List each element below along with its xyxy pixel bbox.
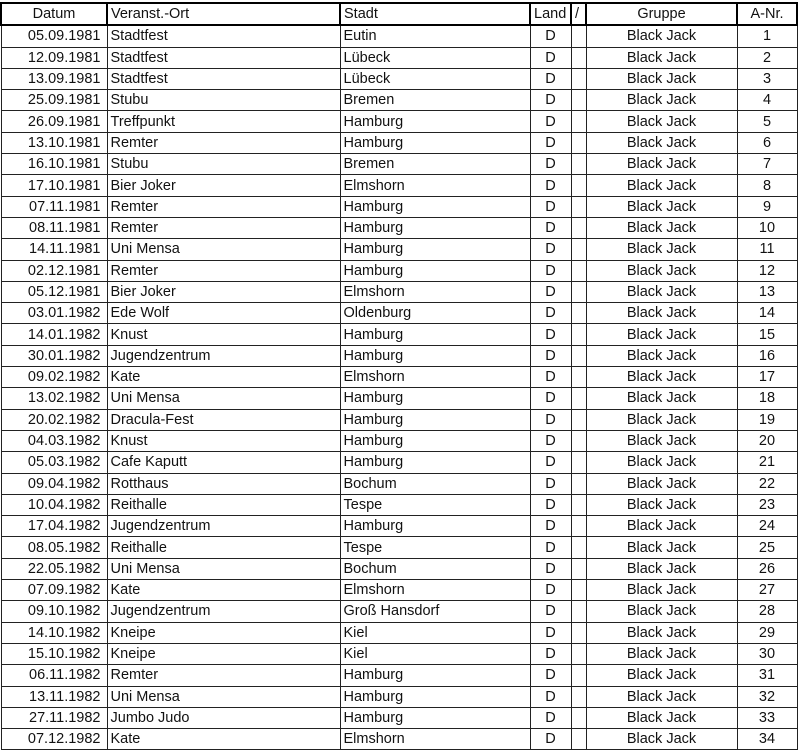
cell-nr: 10 (737, 217, 797, 238)
cell-stadt: Hamburg (340, 132, 530, 153)
cell-stadt: Hamburg (340, 686, 530, 707)
cell-nr: 31 (737, 665, 797, 686)
cell-land: D (530, 47, 571, 68)
cell-stadt: Eutin (340, 25, 530, 47)
cell-nr: 17 (737, 367, 797, 388)
cell-stadt: Hamburg (340, 239, 530, 260)
table-row (1, 132, 797, 153)
table-row (1, 324, 797, 345)
cell-datum: 13.09.1981 (1, 68, 107, 89)
cell-stadt: Hamburg (340, 345, 530, 366)
table-row (1, 665, 797, 686)
cell-ort: Remter (107, 217, 340, 238)
cell-stadt: Bremen (340, 90, 530, 111)
cell-empty (571, 729, 586, 750)
cell-empty (571, 239, 586, 260)
cell-datum: 09.10.1982 (1, 601, 107, 622)
table-row (1, 154, 797, 175)
cell-land: D (530, 643, 571, 664)
cell-gruppe: Black Jack (586, 729, 737, 750)
cell-nr: 28 (737, 601, 797, 622)
cell-gruppe: Black Jack (586, 25, 737, 47)
cell-datum: 25.09.1981 (1, 90, 107, 111)
cell-ort: Stubu (107, 90, 340, 111)
cell-ort: Kate (107, 580, 340, 601)
cell-ort: Uni Mensa (107, 388, 340, 409)
cell-empty (571, 430, 586, 451)
cell-datum: 03.01.1982 (1, 303, 107, 324)
cell-land: D (530, 516, 571, 537)
cell-datum: 09.02.1982 (1, 367, 107, 388)
cell-land: D (530, 601, 571, 622)
cell-gruppe: Black Jack (586, 217, 737, 238)
cell-nr: 22 (737, 473, 797, 494)
cell-datum: 07.11.1981 (1, 196, 107, 217)
cell-land: D (530, 580, 571, 601)
cell-datum: 08.11.1981 (1, 217, 107, 238)
cell-land: D (530, 217, 571, 238)
cell-datum: 02.12.1981 (1, 260, 107, 281)
cell-land: D (530, 452, 571, 473)
table-row (1, 473, 797, 494)
header-gruppe: Gruppe (586, 3, 737, 25)
cell-land: D (530, 111, 571, 132)
cell-empty (571, 409, 586, 430)
table-row (1, 409, 797, 430)
header-nr: A-Nr. (737, 3, 797, 25)
cell-nr: 18 (737, 388, 797, 409)
cell-land: D (530, 239, 571, 260)
cell-empty (571, 47, 586, 68)
cell-gruppe: Black Jack (586, 494, 737, 515)
cell-land: D (530, 622, 571, 643)
cell-ort: Rotthaus (107, 473, 340, 494)
cell-gruppe: Black Jack (586, 68, 737, 89)
cell-empty (571, 601, 586, 622)
cell-datum: 26.09.1981 (1, 111, 107, 132)
header-ort: Veranst.-Ort (107, 3, 340, 25)
cell-land: D (530, 345, 571, 366)
cell-empty (571, 132, 586, 153)
cell-datum: 04.03.1982 (1, 430, 107, 451)
concert-list-sheet (0, 2, 798, 750)
cell-datum: 17.10.1981 (1, 175, 107, 196)
cell-land: D (530, 367, 571, 388)
cell-stadt: Groß Hansdorf (340, 601, 530, 622)
cell-datum: 13.10.1981 (1, 132, 107, 153)
cell-datum: 27.11.1982 (1, 707, 107, 728)
cell-land: D (530, 154, 571, 175)
cell-empty (571, 580, 586, 601)
cell-ort: Stubu (107, 154, 340, 175)
cell-nr: 14 (737, 303, 797, 324)
cell-land: D (530, 132, 571, 153)
cell-datum: 13.02.1982 (1, 388, 107, 409)
cell-nr: 33 (737, 707, 797, 728)
cell-land: D (530, 90, 571, 111)
cell-empty (571, 260, 586, 281)
cell-nr: 1 (737, 25, 797, 47)
cell-gruppe: Black Jack (586, 686, 737, 707)
cell-empty (571, 111, 586, 132)
table-row (1, 622, 797, 643)
cell-empty (571, 473, 586, 494)
table-row (1, 239, 797, 260)
cell-nr: 8 (737, 175, 797, 196)
cell-empty (571, 643, 586, 664)
cell-datum: 05.03.1982 (1, 452, 107, 473)
cell-datum: 15.10.1982 (1, 643, 107, 664)
cell-empty (571, 303, 586, 324)
cell-empty (571, 324, 586, 345)
cell-stadt: Hamburg (340, 196, 530, 217)
cell-gruppe: Black Jack (586, 175, 737, 196)
cell-gruppe: Black Jack (586, 622, 737, 643)
cell-gruppe: Black Jack (586, 281, 737, 302)
cell-ort: Knust (107, 430, 340, 451)
cell-stadt: Elmshorn (340, 281, 530, 302)
cell-empty (571, 665, 586, 686)
cell-empty (571, 68, 586, 89)
cell-nr: 6 (737, 132, 797, 153)
cell-stadt: Elmshorn (340, 175, 530, 196)
cell-gruppe: Black Jack (586, 196, 737, 217)
cell-nr: 15 (737, 324, 797, 345)
cell-ort: Uni Mensa (107, 558, 340, 579)
cell-empty (571, 516, 586, 537)
cell-datum: 14.11.1981 (1, 239, 107, 260)
cell-nr: 20 (737, 430, 797, 451)
cell-land: D (530, 409, 571, 430)
cell-empty (571, 196, 586, 217)
cell-gruppe: Black Jack (586, 473, 737, 494)
cell-land: D (530, 430, 571, 451)
cell-land: D (530, 729, 571, 750)
cell-gruppe: Black Jack (586, 303, 737, 324)
cell-empty (571, 90, 586, 111)
cell-ort: Reithalle (107, 537, 340, 558)
table-row (1, 516, 797, 537)
table-row (1, 643, 797, 664)
table-row (1, 537, 797, 558)
cell-stadt: Hamburg (340, 452, 530, 473)
cell-land: D (530, 494, 571, 515)
cell-datum: 16.10.1981 (1, 154, 107, 175)
cell-empty (571, 25, 586, 47)
cell-land: D (530, 196, 571, 217)
cell-land: D (530, 303, 571, 324)
cell-datum: 14.01.1982 (1, 324, 107, 345)
cell-datum: 13.11.1982 (1, 686, 107, 707)
table-row (1, 558, 797, 579)
cell-datum: 22.05.1982 (1, 558, 107, 579)
cell-stadt: Hamburg (340, 430, 530, 451)
cell-gruppe: Black Jack (586, 345, 737, 366)
cell-datum: 14.10.1982 (1, 622, 107, 643)
cell-stadt: Elmshorn (340, 729, 530, 750)
cell-datum: 30.01.1982 (1, 345, 107, 366)
cell-nr: 9 (737, 196, 797, 217)
header-row (1, 3, 797, 25)
cell-empty (571, 452, 586, 473)
cell-ort: Uni Mensa (107, 239, 340, 260)
cell-stadt: Bremen (340, 154, 530, 175)
cell-stadt: Bochum (340, 558, 530, 579)
cell-stadt: Hamburg (340, 707, 530, 728)
cell-ort: Treffpunkt (107, 111, 340, 132)
cell-ort: Kate (107, 729, 340, 750)
cell-land: D (530, 665, 571, 686)
cell-gruppe: Black Jack (586, 452, 737, 473)
cell-land: D (530, 68, 571, 89)
cell-datum: 12.09.1981 (1, 47, 107, 68)
cell-nr: 16 (737, 345, 797, 366)
cell-gruppe: Black Jack (586, 47, 737, 68)
cell-ort: Stadtfest (107, 47, 340, 68)
cell-empty (571, 367, 586, 388)
cell-datum: 07.12.1982 (1, 729, 107, 750)
table-row (1, 601, 797, 622)
cell-empty (571, 388, 586, 409)
cell-land: D (530, 175, 571, 196)
cell-empty (571, 217, 586, 238)
table-row (1, 111, 797, 132)
cell-nr: 11 (737, 239, 797, 260)
cell-ort: Stadtfest (107, 25, 340, 47)
cell-nr: 5 (737, 111, 797, 132)
cell-stadt: Hamburg (340, 217, 530, 238)
table-row (1, 729, 797, 750)
table-row (1, 260, 797, 281)
cell-stadt: Tespe (340, 494, 530, 515)
cell-nr: 24 (737, 516, 797, 537)
table-row (1, 452, 797, 473)
cell-stadt: Tespe (340, 537, 530, 558)
cell-datum: 10.04.1982 (1, 494, 107, 515)
cell-gruppe: Black Jack (586, 367, 737, 388)
table-row (1, 68, 797, 89)
cell-empty (571, 686, 586, 707)
cell-ort: Remter (107, 260, 340, 281)
cell-ort: Dracula-Fest (107, 409, 340, 430)
cell-ort: Stadtfest (107, 68, 340, 89)
cell-stadt: Elmshorn (340, 580, 530, 601)
cell-datum: 07.09.1982 (1, 580, 107, 601)
cell-nr: 27 (737, 580, 797, 601)
cell-land: D (530, 558, 571, 579)
cell-land: D (530, 686, 571, 707)
cell-nr: 34 (737, 729, 797, 750)
cell-ort: Knust (107, 324, 340, 345)
cell-ort: Remter (107, 132, 340, 153)
cell-land: D (530, 537, 571, 558)
table-row (1, 281, 797, 302)
cell-stadt: Hamburg (340, 111, 530, 132)
cell-land: D (530, 25, 571, 47)
cell-land: D (530, 388, 571, 409)
table-row (1, 686, 797, 707)
cell-gruppe: Black Jack (586, 90, 737, 111)
cell-land: D (530, 707, 571, 728)
cell-gruppe: Black Jack (586, 665, 737, 686)
table-row (1, 175, 797, 196)
table-row (1, 707, 797, 728)
cell-gruppe: Black Jack (586, 430, 737, 451)
cell-ort: Remter (107, 665, 340, 686)
cell-gruppe: Black Jack (586, 537, 737, 558)
table-header (1, 3, 797, 25)
table-row (1, 303, 797, 324)
cell-empty (571, 154, 586, 175)
cell-ort: Kneipe (107, 643, 340, 664)
cell-stadt: Hamburg (340, 260, 530, 281)
cell-ort: Remter (107, 196, 340, 217)
table-row (1, 90, 797, 111)
cell-gruppe: Black Jack (586, 643, 737, 664)
cell-stadt: Hamburg (340, 409, 530, 430)
cell-nr: 4 (737, 90, 797, 111)
cell-nr: 30 (737, 643, 797, 664)
header-extra: / (571, 3, 586, 25)
cell-stadt: Hamburg (340, 516, 530, 537)
concert-table (0, 2, 798, 750)
cell-ort: Jugendzentrum (107, 601, 340, 622)
cell-gruppe: Black Jack (586, 580, 737, 601)
cell-empty (571, 558, 586, 579)
cell-gruppe: Black Jack (586, 601, 737, 622)
cell-stadt: Oldenburg (340, 303, 530, 324)
cell-nr: 19 (737, 409, 797, 430)
cell-nr: 23 (737, 494, 797, 515)
cell-stadt: Hamburg (340, 665, 530, 686)
cell-nr: 32 (737, 686, 797, 707)
header-datum: Datum (1, 3, 107, 25)
table-row (1, 367, 797, 388)
cell-stadt: Bochum (340, 473, 530, 494)
cell-ort: Cafe Kaputt (107, 452, 340, 473)
cell-empty (571, 537, 586, 558)
cell-ort: Uni Mensa (107, 686, 340, 707)
cell-stadt: Lübeck (340, 68, 530, 89)
cell-ort: Kneipe (107, 622, 340, 643)
cell-nr: 21 (737, 452, 797, 473)
table-row (1, 345, 797, 366)
cell-nr: 25 (737, 537, 797, 558)
cell-nr: 12 (737, 260, 797, 281)
cell-stadt: Hamburg (340, 324, 530, 345)
cell-empty (571, 494, 586, 515)
cell-datum: 20.02.1982 (1, 409, 107, 430)
cell-gruppe: Black Jack (586, 154, 737, 175)
cell-ort: Jumbo Judo (107, 707, 340, 728)
table-row (1, 580, 797, 601)
cell-stadt: Lübeck (340, 47, 530, 68)
cell-empty (571, 345, 586, 366)
cell-ort: Kate (107, 367, 340, 388)
table-row (1, 47, 797, 68)
header-land: Land (530, 3, 571, 25)
cell-datum: 17.04.1982 (1, 516, 107, 537)
header-stadt: Stadt (340, 3, 530, 25)
cell-empty (571, 707, 586, 728)
table-row (1, 217, 797, 238)
cell-datum: 08.05.1982 (1, 537, 107, 558)
cell-nr: 7 (737, 154, 797, 175)
cell-land: D (530, 324, 571, 345)
cell-gruppe: Black Jack (586, 260, 737, 281)
cell-stadt: Kiel (340, 622, 530, 643)
table-body (1, 25, 797, 750)
table-row (1, 196, 797, 217)
cell-land: D (530, 260, 571, 281)
cell-nr: 3 (737, 68, 797, 89)
cell-datum: 09.04.1982 (1, 473, 107, 494)
cell-stadt: Elmshorn (340, 367, 530, 388)
table-row (1, 388, 797, 409)
cell-empty (571, 175, 586, 196)
cell-stadt: Hamburg (340, 388, 530, 409)
cell-gruppe: Black Jack (586, 558, 737, 579)
cell-gruppe: Black Jack (586, 324, 737, 345)
cell-datum: 05.09.1981 (1, 25, 107, 47)
cell-empty (571, 622, 586, 643)
cell-gruppe: Black Jack (586, 388, 737, 409)
cell-ort: Jugendzentrum (107, 516, 340, 537)
cell-stadt: Kiel (340, 643, 530, 664)
cell-datum: 05.12.1981 (1, 281, 107, 302)
cell-empty (571, 281, 586, 302)
cell-gruppe: Black Jack (586, 239, 737, 260)
cell-nr: 26 (737, 558, 797, 579)
table-row (1, 25, 797, 47)
cell-nr: 2 (737, 47, 797, 68)
cell-nr: 29 (737, 622, 797, 643)
cell-gruppe: Black Jack (586, 111, 737, 132)
cell-datum: 06.11.1982 (1, 665, 107, 686)
cell-gruppe: Black Jack (586, 707, 737, 728)
cell-ort: Bier Joker (107, 175, 340, 196)
cell-ort: Jugendzentrum (107, 345, 340, 366)
table-row (1, 494, 797, 515)
table-row (1, 430, 797, 451)
cell-gruppe: Black Jack (586, 409, 737, 430)
cell-ort: Ede Wolf (107, 303, 340, 324)
cell-land: D (530, 281, 571, 302)
cell-gruppe: Black Jack (586, 516, 737, 537)
cell-ort: Reithalle (107, 494, 340, 515)
cell-ort: Bier Joker (107, 281, 340, 302)
cell-gruppe: Black Jack (586, 132, 737, 153)
cell-land: D (530, 473, 571, 494)
cell-nr: 13 (737, 281, 797, 302)
